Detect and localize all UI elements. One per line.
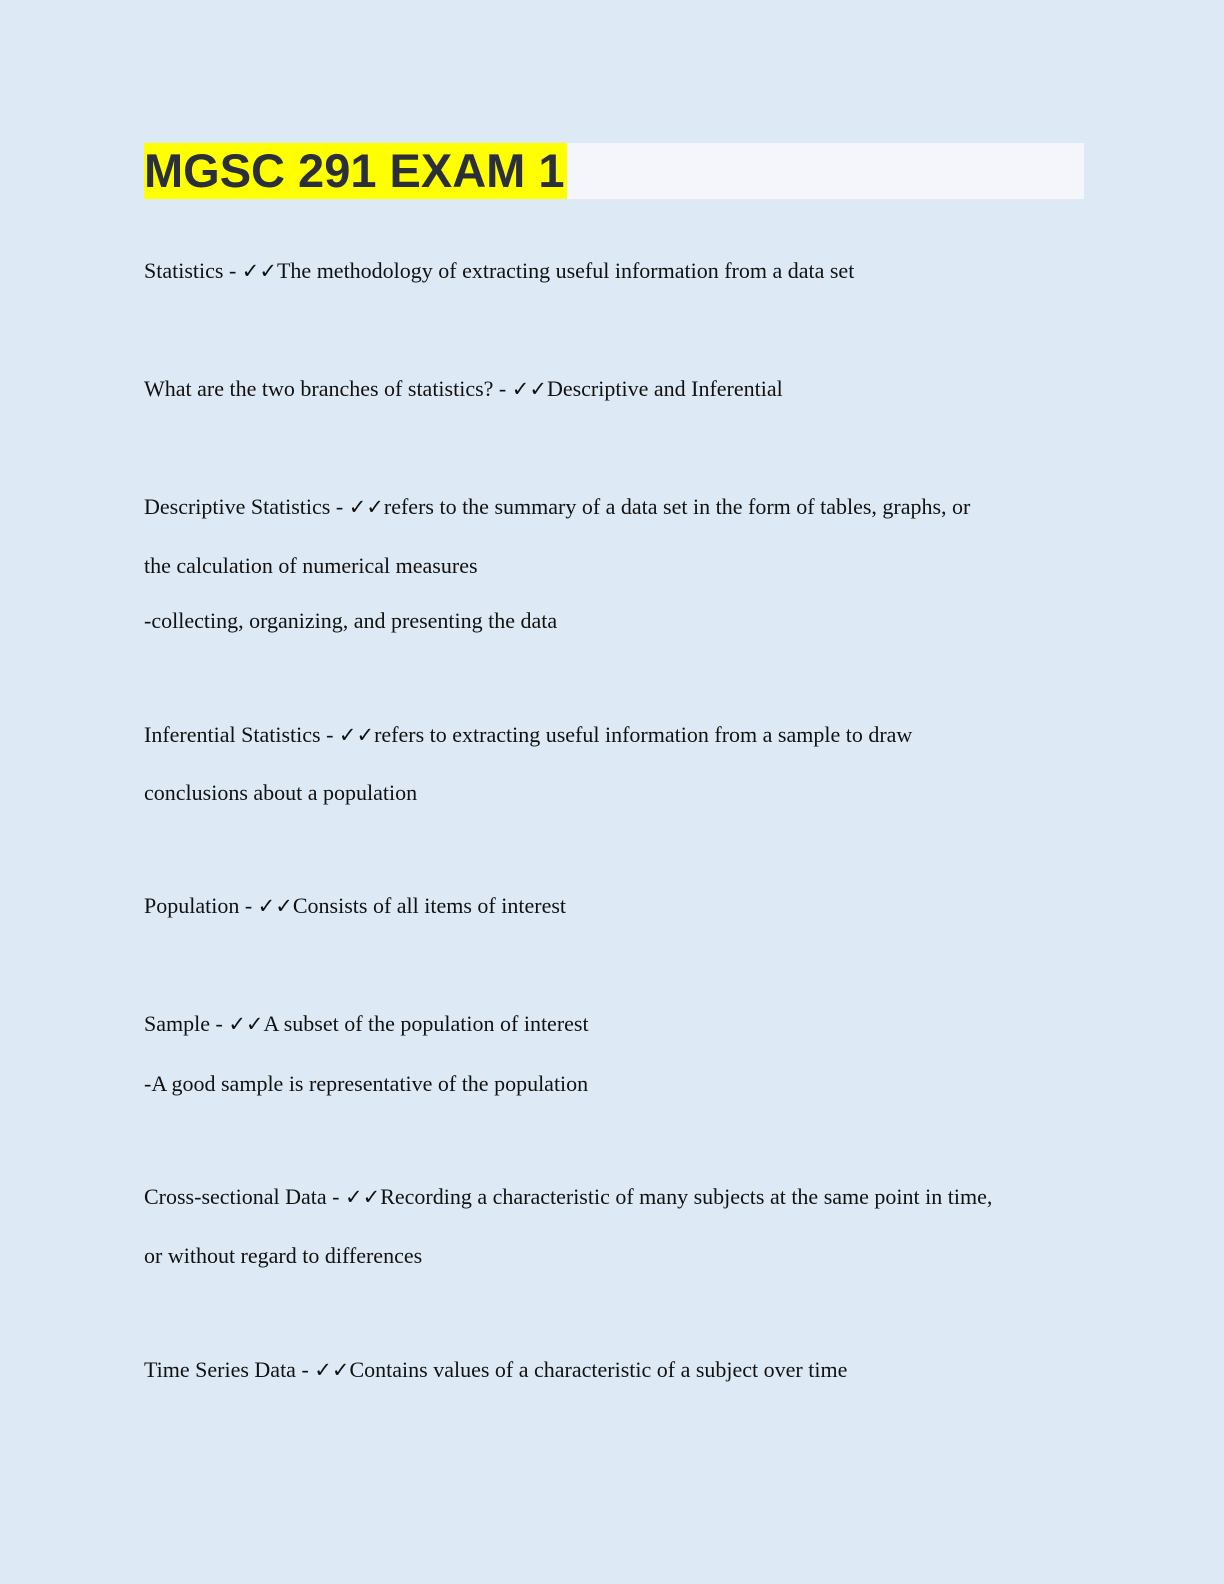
double-check-icon: ✓✓ bbox=[345, 1185, 381, 1209]
entry-separator: - bbox=[223, 258, 242, 283]
entry-separator: - bbox=[295, 1357, 315, 1382]
entry-sample bbox=[144, 1010, 589, 1038]
entry-definition: The methodology of extracting useful information from a data set bbox=[276, 258, 855, 283]
double-check-icon: ✓✓ bbox=[241, 259, 277, 283]
entry-definition: refers to the summary of a data set in the form of tables, graphs, or bbox=[383, 494, 971, 519]
double-check-icon: ✓✓ bbox=[257, 894, 293, 918]
entry-separator: - bbox=[210, 1011, 229, 1036]
entry-term: Time Series Data bbox=[144, 1357, 296, 1382]
entry-separator: - bbox=[320, 722, 339, 747]
entry-cross-sectional-data bbox=[144, 1183, 992, 1211]
entry-continuation: conclusions about a population bbox=[144, 780, 418, 805]
entry-population bbox=[144, 892, 566, 920]
entry-term: Cross-sectional Data bbox=[144, 1184, 327, 1209]
double-check-icon: ✓✓ bbox=[228, 1012, 264, 1036]
entry-separator: - bbox=[239, 893, 258, 918]
entry-continuation: -collecting, organizing, and presenting the data bbox=[144, 608, 558, 633]
double-check-icon: ✓✓ bbox=[338, 723, 375, 747]
entry-time-series-data bbox=[144, 1356, 847, 1384]
entry-definition: Descriptive and Inferential bbox=[546, 376, 783, 401]
entry-descriptive-statistics bbox=[144, 493, 970, 521]
double-check-icon: ✓✓ bbox=[348, 495, 384, 519]
entry-two-branches bbox=[144, 375, 783, 403]
entry-inferential-statistics bbox=[144, 721, 912, 749]
entry-term: Statistics bbox=[144, 258, 224, 283]
double-check-icon: ✓✓ bbox=[314, 1358, 350, 1382]
entry-term: Inferential Statistics bbox=[144, 722, 321, 747]
entry-definition: Contains values of a characteristic of a subject over time bbox=[349, 1357, 848, 1382]
entry-term: Sample bbox=[144, 1011, 210, 1036]
entry-definition: Recording a characteristic of many subjects at the same point in time, bbox=[380, 1184, 993, 1209]
entry-statistics bbox=[144, 257, 854, 285]
entry-term: What are the two branches of statistics? bbox=[144, 376, 494, 401]
entry-separator: - bbox=[326, 1184, 345, 1209]
entry-definition: refers to extracting useful information from a sample to draw bbox=[374, 722, 913, 747]
entry-continuation: or without regard to differences bbox=[144, 1243, 423, 1268]
entry-term: Descriptive Statistics bbox=[144, 494, 331, 519]
entry-definition: Consists of all items of interest bbox=[292, 893, 567, 918]
entry-continuation: the calculation of numerical measures bbox=[144, 553, 478, 578]
entry-separator: - bbox=[493, 376, 512, 401]
double-check-icon: ✓✓ bbox=[511, 377, 547, 401]
entry-continuation: -A good sample is representative of the population bbox=[144, 1071, 589, 1096]
document-title: MGSC 291 EXAM 1 bbox=[144, 144, 565, 197]
entry-definition: A subset of the population of interest bbox=[263, 1011, 589, 1036]
entry-term: Population bbox=[144, 893, 240, 918]
entry-separator: - bbox=[330, 494, 349, 519]
